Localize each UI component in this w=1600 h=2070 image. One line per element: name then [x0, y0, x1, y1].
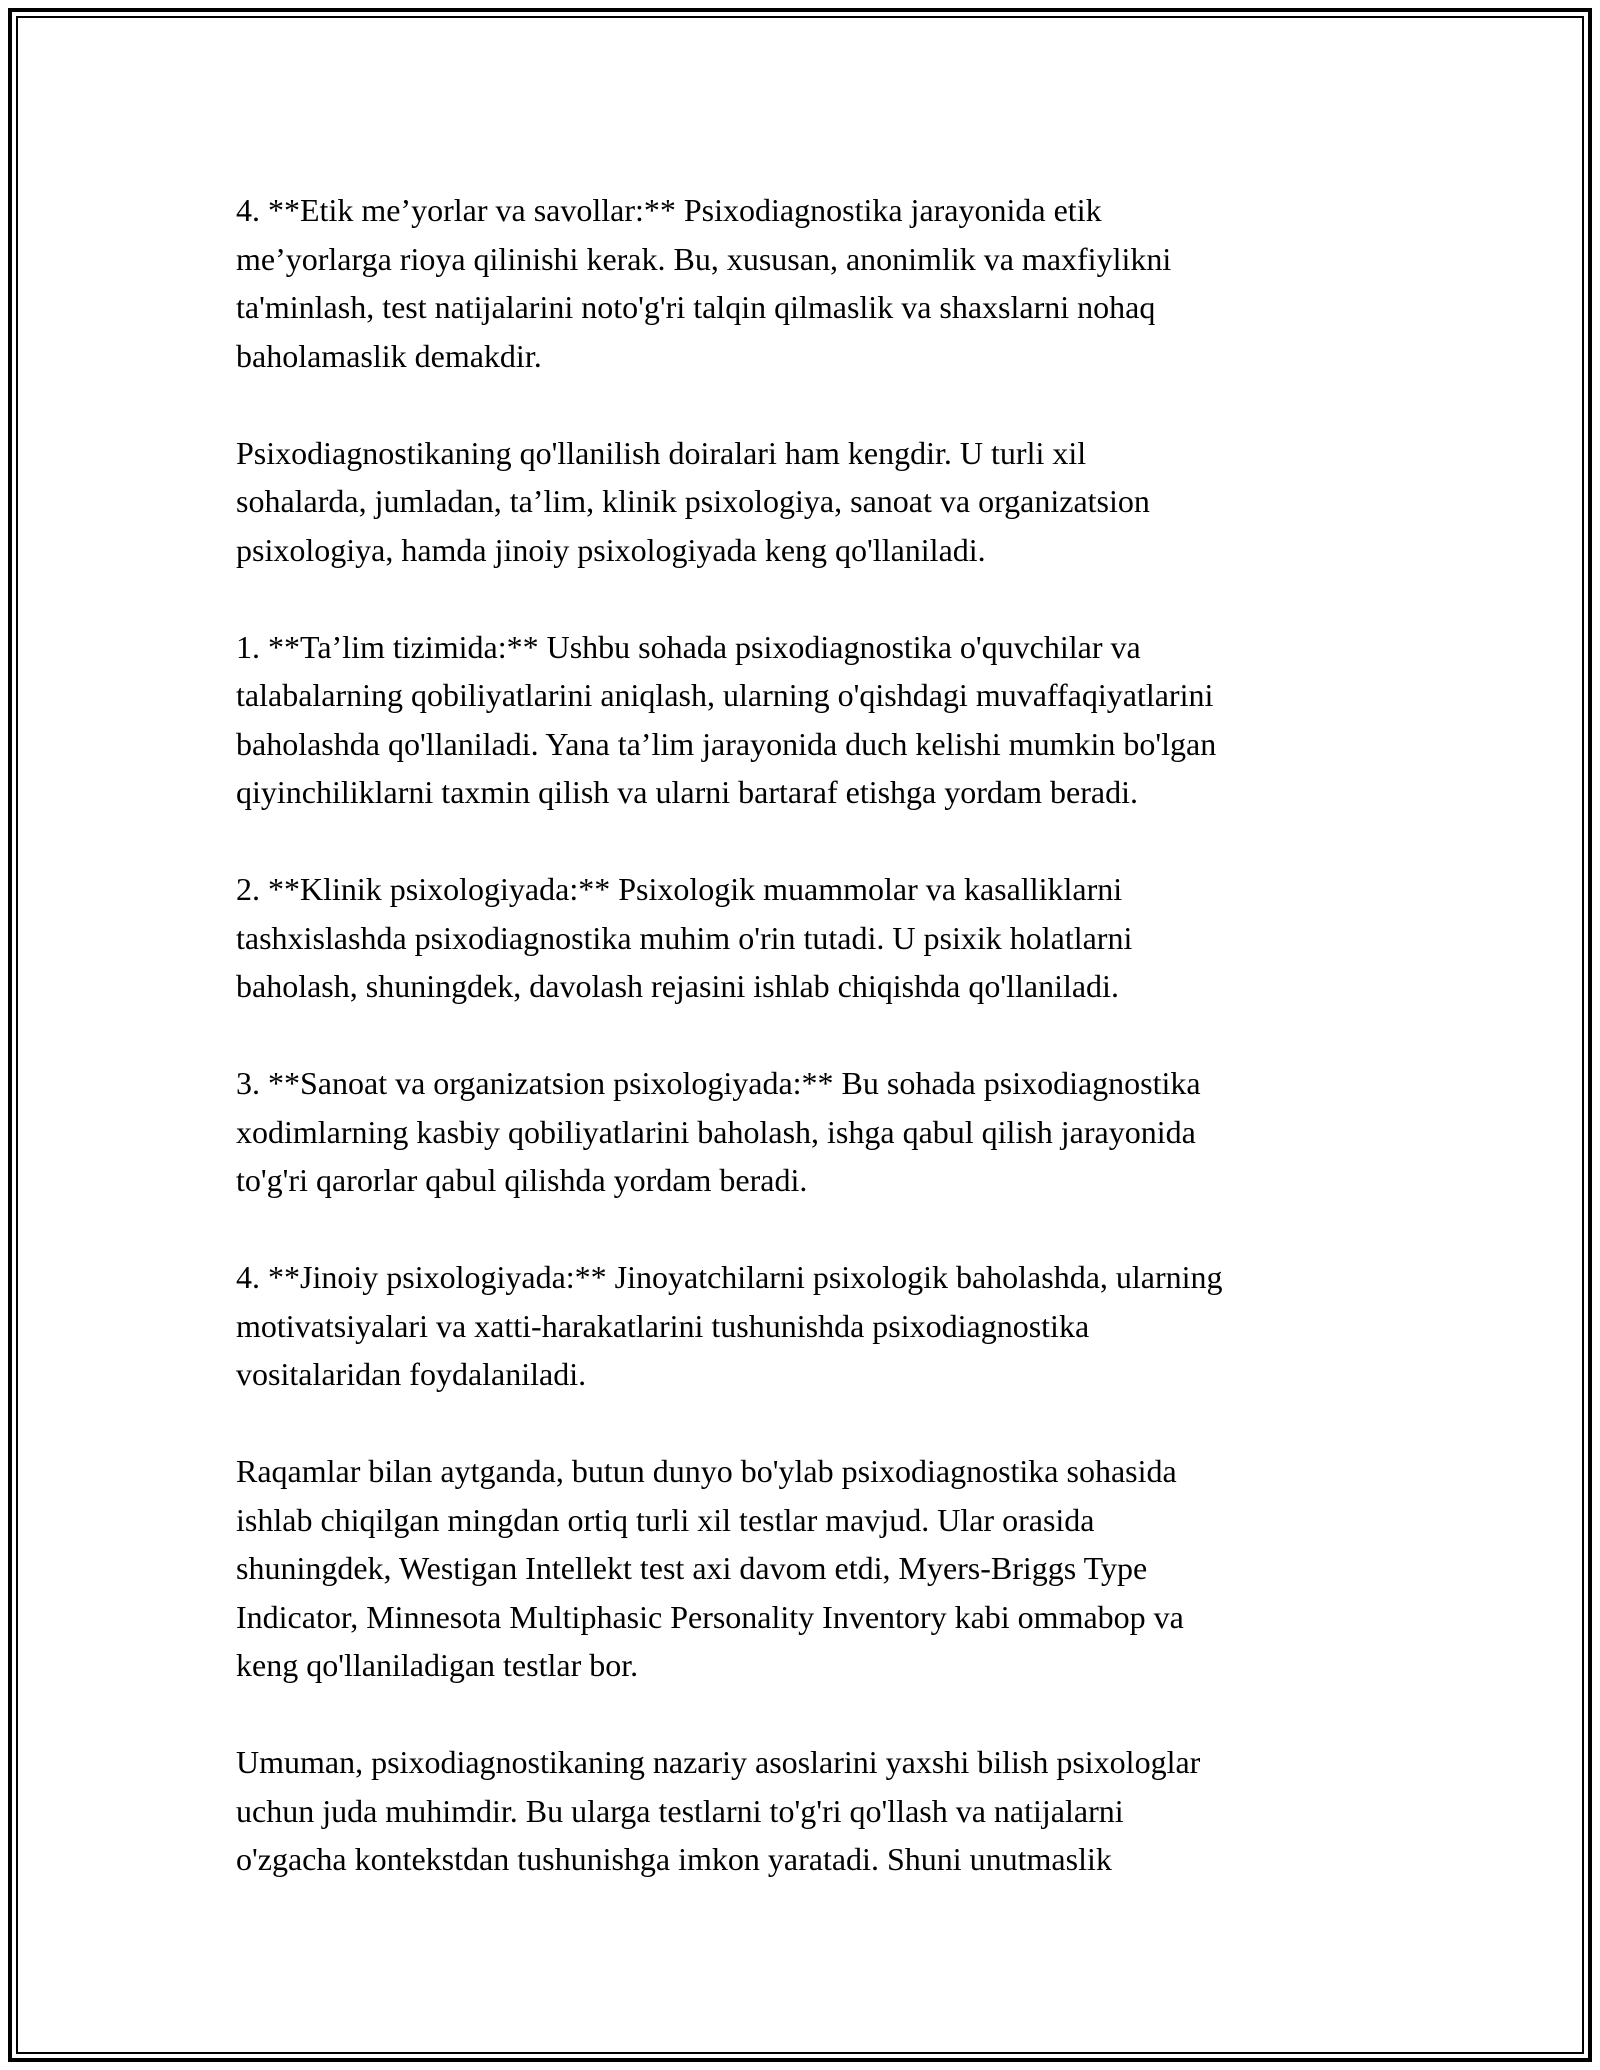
- paragraph-criminal: [236, 1253, 1396, 1399]
- text-line: ishlab chiqilgan mingdan ortiq turli xil testlar mavjud. Ular orasida: [236, 1501, 1095, 1538]
- text-line: xodimlarning kasbiy qobiliyatlarini baholash, ishga qabul qilish jarayonida: [236, 1113, 1196, 1150]
- text-line: 3. **Sanoat va organizatsion psixologiyada:** Bu sohada psixodiagnostika: [236, 1065, 1201, 1101]
- text-line: tashxislashda psixodiagnostika muhim o'rin tutadi. U psixik holatlarni: [236, 919, 1133, 956]
- text-line: me’yorlarga rioya qilinishi kerak. Bu, xususan, anonimlik va maxfiylikni: [236, 240, 1172, 277]
- text-line: talabalarning qobiliyatlarini aniqlash, ularning o'qishdagi muvaffaqiyatlarini: [236, 677, 1214, 713]
- text-line: to'g'ri qarorlar qabul qilishda yordam beradi.: [236, 1162, 808, 1198]
- text-line: sohalarda, jumladan, ta’lim, klinik psixologiya, sanoat va organizatsion: [236, 483, 1150, 519]
- text-line: Indicator, Minnesota Multiphasic Personality Inventory kabi ommabop va: [236, 1598, 1184, 1635]
- text-line: shuningdek, Westigan Intellekt test axi davom etdi, Myers-Briggs Type: [236, 1550, 1148, 1586]
- paragraph-tests: [236, 1447, 1396, 1690]
- paragraph-clinical: [236, 865, 1396, 1011]
- text-line: ta'minlash, test natijalarini noto'g'ri talqin qilmaslik va shaxslarni nohaq: [236, 289, 1156, 325]
- text-line: keng qo'llaniladigan testlar bor.: [236, 1647, 639, 1683]
- document-body: [236, 186, 1396, 1932]
- text-line: 4. **Jinoiy psixologiyada:** Jinoyatchilarni psixologik baholashda, ularning: [236, 1259, 1223, 1295]
- text-line: vositalaridan foydalaniladi.: [236, 1356, 587, 1392]
- paragraph-industrial: [236, 1059, 1396, 1205]
- text-line: uchun juda muhimdir. Bu ularga testlarni to'g'ri qo'llash va natijalarni: [236, 1792, 1124, 1829]
- text-line: 1. **Ta’lim tizimida:** Ushbu sohada psixodiagnostika o'quvchilar va: [236, 628, 1141, 665]
- text-line: Psixodiagnostikaning qo'llanilish doiralari ham kengdir. U turli xil: [236, 434, 1087, 471]
- text-line: 2. **Klinik psixologiyada:** Psixologik muammolar va kasalliklarni: [236, 871, 1123, 907]
- text-line: baholamaslik demakdir.: [236, 337, 542, 374]
- text-line: qiyinchiliklarni taxmin qilish va ularni bartaraf etishga yordam beradi.: [236, 774, 1138, 810]
- paragraph-ethics: [236, 186, 1396, 380]
- paragraph-application-areas: [236, 429, 1396, 575]
- text-line: baholashda qo'llaniladi. Yana ta’lim jarayonida duch kelishi mumkin bo'lgan: [236, 725, 1217, 762]
- text-line: Umuman, psixodiagnostikaning nazariy asoslarini yaxshi bilish psixologlar: [236, 1744, 1201, 1780]
- text-line: 4. **Etik me’yorlar va savollar:** Psixodiagnostika jarayonida etik: [236, 192, 1102, 228]
- text-line: motivatsiyalari va xatti-harakatlarini tushunishda psixodiagnostika: [236, 1307, 1090, 1344]
- text-line: Raqamlar bilan aytganda, butun dunyo bo'ylab psixodiagnostika sohasida: [236, 1453, 1177, 1489]
- text-line: baholash, shuningdek, davolash rejasini ishlab chiqishda qo'llaniladi.: [236, 968, 1119, 1004]
- text-line: o'zgacha kontekstdan tushunishga imkon yaratadi. Shuni unutmaslik: [236, 1841, 1112, 1877]
- text-line: psixologiya, hamda jinoiy psixologiyada keng qo'llaniladi.: [236, 531, 986, 568]
- paragraph-conclusion: [236, 1738, 1396, 1884]
- paragraph-education: [236, 623, 1396, 817]
